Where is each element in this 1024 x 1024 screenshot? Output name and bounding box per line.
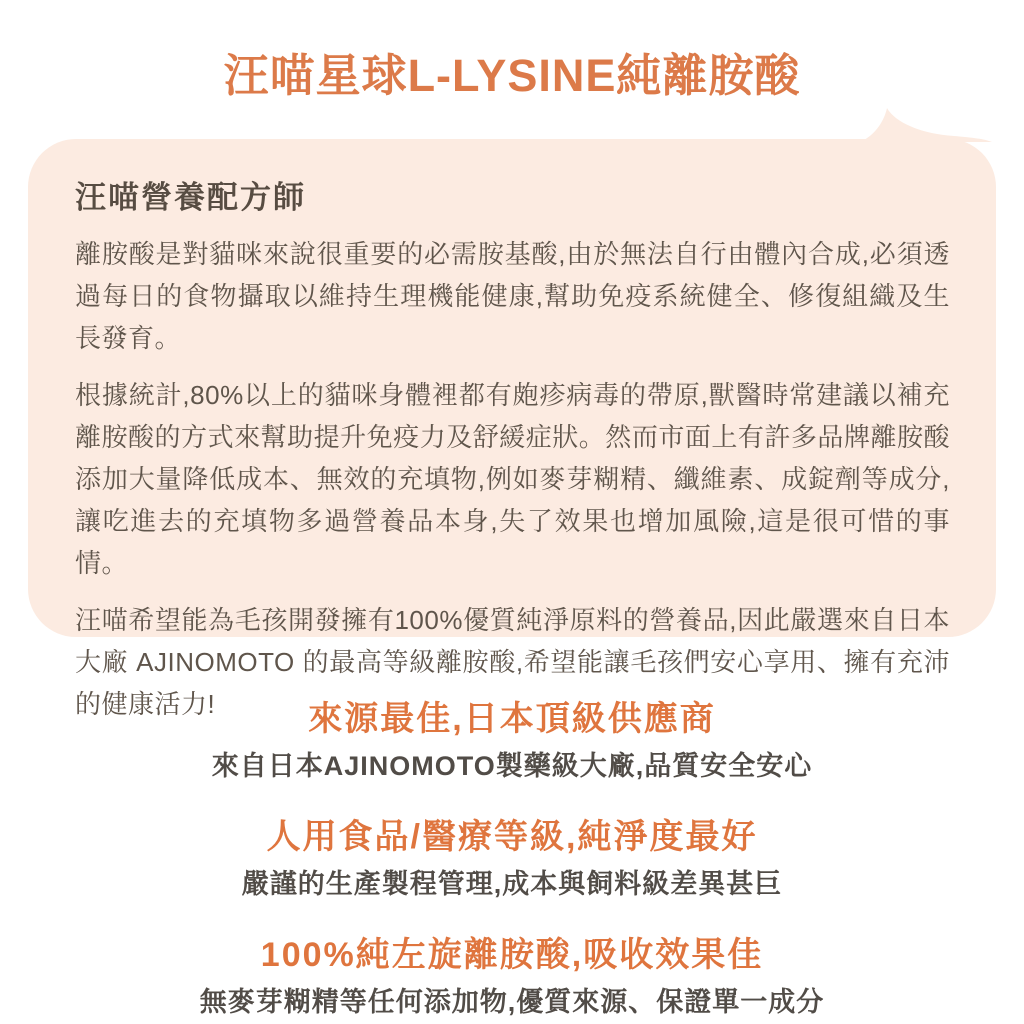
bubble-paragraph-1: 離胺酸是對貓咪來說很重要的必需胺基酸,由於無法自行由體內合成,必須透過每日的食物攝取以維持生理機能健康,幫助免疫系統健全、修復組織及生長發育。 — [75, 238, 950, 353]
feature-item-grade — [0, 818, 1024, 902]
page-title: 汪喵星球L-LYSINE純離胺酸 — [223, 50, 801, 101]
feature-item-purity — [0, 936, 1024, 1020]
bubble-heading: 汪喵營養配方師 — [75, 179, 306, 215]
feature-heading: 100%純左旋離胺酸,吸收效果佳 — [260, 935, 764, 974]
feature-subtext: 嚴謹的生產製程管理,成本與飼料級差異甚巨 — [241, 868, 783, 899]
bubble-paragraph-2: 根據統計,80%以上的貓咪身體裡都有皰疹病毒的帶原,獸醫時常建議以補充離胺酸的方式來幫助提升免疫力及舒緩症狀。然而市面上有許多品牌離胺酸添加大量降低成本、無效的充填物,例如麥芽糊精、纖維素、成錠劑等成分,讓吃進去的充填物多過營養品本身,失了效果也增加風險,這是很可惜的事情。 — [75, 379, 950, 578]
speech-bubble-tail-icon — [860, 108, 992, 142]
feature-subtext: 來自日本AJINOMOTO製藥級大廠,品質安全安心 — [211, 750, 813, 781]
feature-heading: 人用食品/醫療等級,純淨度最好 — [266, 817, 758, 856]
bubble-paragraph-3: 汪喵希望能為毛孩開發擁有100%優質純淨原料的營養品,因此嚴選來自日本大廠 AJINOMOTO 的最高等級離胺酸,希望能讓毛孩們安心享用、擁有充沛的健康活力! — [75, 604, 950, 719]
feature-subtext: 無麥芽糊精等任何添加物,優質來源、保證單一成分 — [199, 986, 825, 1017]
feature-heading: 來源最佳,日本頂級供應商 — [308, 699, 716, 738]
feature-list — [0, 700, 1024, 1020]
